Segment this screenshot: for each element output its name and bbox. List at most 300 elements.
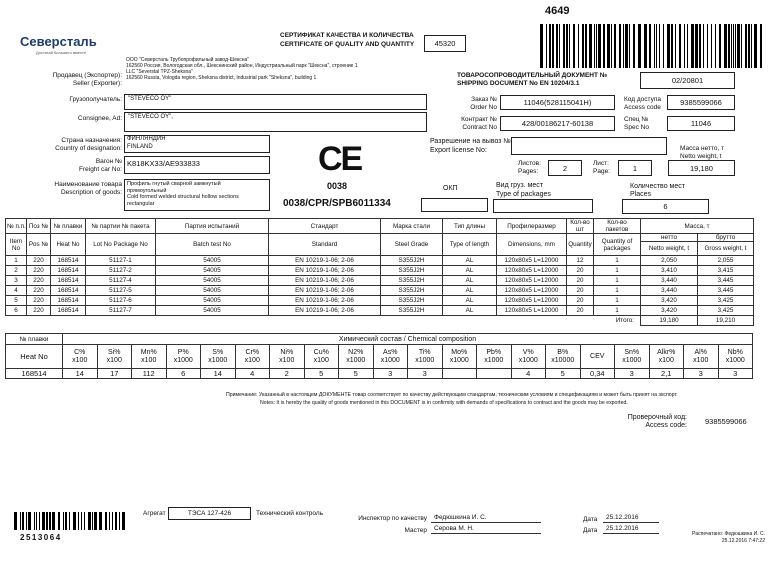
cell-length-type: AL bbox=[443, 266, 497, 276]
barcode-bar bbox=[122, 512, 125, 530]
header-length-en: Type of length bbox=[443, 234, 497, 256]
chem-multiplier: x100 bbox=[279, 356, 295, 364]
cell-heat-no: 168514 bbox=[51, 266, 86, 276]
goods-line: прямоугольный bbox=[127, 187, 167, 194]
cell-standard: EN 10219-1-06; 2-06 bbox=[269, 276, 381, 286]
export-license-label-en: Export license No: bbox=[430, 147, 487, 154]
cell-batch-no: 54005 bbox=[156, 266, 269, 276]
chem-element: Cu% bbox=[313, 348, 329, 356]
cell-gross-weight: 3,425 bbox=[698, 296, 754, 306]
chem-value: 6 bbox=[166, 369, 201, 379]
chem-multiplier: x100 bbox=[693, 356, 709, 364]
certificate-title-en: CERTIFICATE OF QUALITY AND QUANTITY bbox=[280, 41, 415, 48]
destination-label-en: Country of designation: bbox=[55, 145, 122, 152]
header-packages-ru: Кол-во пакетов bbox=[594, 219, 641, 234]
barcode-bar bbox=[656, 24, 657, 68]
chem-col-header bbox=[270, 345, 305, 369]
cell-batch-no: 54005 bbox=[156, 306, 269, 316]
places-label-en: Places bbox=[630, 191, 652, 198]
cell-steel-grade: S355J2H bbox=[381, 276, 443, 286]
barcode-bar bbox=[22, 512, 24, 530]
chem-value: 5 bbox=[304, 369, 339, 379]
barcode-bar bbox=[552, 24, 554, 68]
barcode-bar bbox=[52, 512, 55, 530]
barcode-bar bbox=[735, 24, 736, 68]
cell-net-weight: 3,440 bbox=[641, 286, 698, 296]
tech-control-label: Технический контроль bbox=[256, 510, 324, 517]
header-dimensions-en: Dimensions, mm bbox=[497, 234, 567, 256]
cell-packages: 1 bbox=[594, 266, 641, 276]
barcode-bar bbox=[737, 24, 740, 68]
chem-value: 0,34 bbox=[580, 369, 615, 379]
packages-box bbox=[493, 199, 593, 213]
consignee-value-2: "STEVECO OY", bbox=[128, 114, 173, 120]
cell-lot-no: 51127-2 bbox=[86, 266, 156, 276]
barcode-bar bbox=[728, 24, 730, 68]
chem-multiplier: x100 bbox=[658, 356, 674, 364]
certificate-number: 45320 bbox=[424, 35, 466, 52]
barcode-bar bbox=[667, 24, 670, 68]
contract-number: 428/00186217-60138 bbox=[500, 116, 615, 131]
okp-box bbox=[421, 198, 488, 212]
freight-car-label-ru: Вагон № bbox=[95, 158, 122, 165]
freight-car-box bbox=[124, 156, 270, 174]
table-row bbox=[6, 306, 754, 316]
chem-element: V% bbox=[522, 348, 534, 356]
barcode-bar bbox=[695, 24, 698, 68]
order-label-ru: Заказ № bbox=[471, 96, 497, 103]
seller-line: ООО "Северсталь Трубопрофильный завод-Шексна" bbox=[126, 57, 250, 63]
barcode-bottom bbox=[14, 512, 126, 530]
cell-length-type: AL bbox=[443, 256, 497, 266]
printed-time: 25.12.2016 7:47:22 bbox=[721, 538, 765, 544]
destination-value-en: FINLAND bbox=[127, 144, 153, 150]
goods-label-en: Description of goods: bbox=[60, 189, 122, 196]
chem-multiplier: x1000 bbox=[380, 356, 400, 364]
chem-value bbox=[442, 369, 477, 379]
header-gross-en: Gross weight, t bbox=[698, 242, 754, 256]
consignee-value-1: "STEVECO OY" bbox=[128, 96, 172, 102]
consignee-box-2 bbox=[124, 112, 427, 132]
packages-label-ru: Вид груз. мест bbox=[496, 182, 543, 189]
barcode-bar bbox=[611, 24, 613, 68]
barcode-bar bbox=[633, 24, 636, 68]
table-row bbox=[6, 276, 754, 286]
cell-batch-no: 54005 bbox=[156, 276, 269, 286]
header-lot-en: Lot No Package No bbox=[86, 234, 156, 256]
barcode-bar bbox=[84, 512, 85, 530]
barcode-bar bbox=[733, 24, 734, 68]
chem-element: Si% bbox=[108, 348, 121, 356]
export-license-box bbox=[511, 137, 667, 155]
barcode-bar bbox=[719, 24, 721, 68]
cell-gross-weight: 3,425 bbox=[698, 306, 754, 316]
chem-multiplier: x1000 bbox=[346, 356, 366, 364]
cell-steel-grade: S355J2H bbox=[381, 266, 443, 276]
order-number: 11046(528115041H) bbox=[500, 95, 615, 110]
destination-value-ru: ФИНЛЯНДИЯ bbox=[127, 136, 166, 142]
sheets-label-ru: Листов: bbox=[518, 160, 541, 167]
chem-col-header bbox=[615, 345, 650, 369]
notes-en: Notes: It is hereby the quality of goods mentioned in this DOCUMENT is in confirmity with demands of specifications to contract and the goods may be exported. bbox=[260, 400, 628, 406]
barcode-bar bbox=[563, 24, 565, 68]
barcode-bar bbox=[760, 24, 762, 68]
barcode-bar bbox=[65, 512, 67, 530]
cell-lot-no: 51127-1 bbox=[86, 256, 156, 266]
goods-line: Профиль гнутый сварной замкнутый bbox=[127, 181, 221, 187]
cell-dimensions: 120х80х5 L=12000 bbox=[497, 276, 567, 286]
access-code-label-en: Access code bbox=[624, 104, 661, 111]
destination-box bbox=[124, 135, 270, 153]
chem-multiplier: x1000 bbox=[622, 356, 642, 364]
inspector-date-underline bbox=[603, 522, 659, 523]
chem-col-header bbox=[649, 345, 684, 369]
barcode-bar bbox=[748, 24, 750, 68]
barcode-bar bbox=[589, 24, 592, 68]
cell-lot-no: 51127-7 bbox=[86, 306, 156, 316]
master-underline bbox=[431, 533, 541, 534]
barcode-bar bbox=[715, 24, 716, 68]
cell-item-no: 5 bbox=[6, 296, 27, 306]
cell-standard: EN 10219-1-06; 2-06 bbox=[269, 266, 381, 276]
logo-tagline: Достигай большего вместе bbox=[36, 50, 87, 55]
barcode-bar bbox=[36, 512, 37, 530]
chem-element: B% bbox=[557, 348, 569, 356]
barcode-bar bbox=[49, 512, 52, 530]
chem-heat-value: 168514 bbox=[6, 369, 63, 379]
chem-element: S% bbox=[212, 348, 224, 356]
logo-name: Северсталь bbox=[20, 34, 97, 49]
barcode-bar bbox=[724, 24, 727, 68]
chemical-table bbox=[5, 333, 753, 379]
master-date: 25.12.2016 bbox=[606, 525, 639, 532]
barcode-bar bbox=[684, 24, 686, 68]
cell-length-type: AL bbox=[443, 286, 497, 296]
goods-label-ru: Наименование товара bbox=[54, 181, 122, 188]
goods-box bbox=[124, 179, 270, 211]
consignee-label-ru: Грузополучатель: bbox=[69, 96, 122, 103]
barcode-bar bbox=[88, 512, 91, 530]
barcode-bar bbox=[644, 24, 647, 68]
cell-packages: 1 bbox=[594, 286, 641, 296]
header-quantity-ru: Кол-во шт bbox=[567, 219, 594, 234]
chem-multiplier: x1000 bbox=[449, 356, 469, 364]
barcode-bar bbox=[546, 24, 547, 68]
chem-multiplier: x100 bbox=[141, 356, 157, 364]
cell-batch-no: 54005 bbox=[156, 286, 269, 296]
chem-value: 14 bbox=[63, 369, 98, 379]
chem-multiplier: x1000 bbox=[208, 356, 228, 364]
total-label: Итого: bbox=[615, 317, 634, 325]
cell-pos-no: 220 bbox=[27, 266, 51, 276]
chem-value: 3 bbox=[408, 369, 443, 379]
barcode-bar bbox=[28, 512, 31, 530]
barcode-bar bbox=[731, 24, 732, 68]
items-table bbox=[5, 218, 754, 326]
barcode-top bbox=[540, 24, 765, 68]
freight-car-label-en: Freight car No: bbox=[79, 166, 122, 173]
barcode-bar bbox=[540, 24, 543, 68]
header-net-ru: нетто bbox=[641, 234, 698, 242]
chem-element: Sn% bbox=[624, 348, 640, 356]
notes-ru: Примечание: Указанный в настоящем ДОКУМЕНТЕ товар соответствует по качеству действующим стандартам, техническим условиям и спецификациям и может быть принят на экспорт. bbox=[226, 392, 678, 398]
barcode-bar bbox=[20, 512, 21, 530]
chem-value: 5 bbox=[339, 369, 374, 379]
chem-value: 14 bbox=[201, 369, 236, 379]
header-gross-ru: брутто bbox=[698, 234, 754, 242]
barcode-bar bbox=[566, 24, 568, 68]
barcode-bar bbox=[42, 512, 45, 530]
header-standard-ru: Стандарт bbox=[269, 219, 381, 234]
sheets-value: 2 bbox=[548, 160, 582, 176]
barcode-bar bbox=[603, 24, 605, 68]
barcode-bar bbox=[703, 24, 705, 68]
cell-steel-grade: S355J2H bbox=[381, 256, 443, 266]
unit-value: ТЭСА 127-426 bbox=[168, 507, 251, 520]
chem-element: CEV bbox=[590, 352, 605, 360]
chem-value: 3 bbox=[684, 369, 719, 379]
header-item-ru: № п.п. bbox=[6, 219, 27, 234]
barcode-bar bbox=[663, 24, 664, 68]
chem-element: Pb% bbox=[486, 348, 502, 356]
spec-label-ru: Спец № bbox=[624, 116, 649, 123]
chem-element: Ti% bbox=[418, 348, 431, 356]
ce-mark: CE bbox=[318, 140, 362, 178]
chem-multiplier: x100 bbox=[72, 356, 88, 364]
goods-line: Cold formed welded structural hollow sections bbox=[127, 194, 239, 200]
header-net-en: Netto weight, t bbox=[641, 242, 698, 256]
cell-net-weight: 3,420 bbox=[641, 306, 698, 316]
unit-label: Агрегат bbox=[143, 510, 166, 517]
document-number: 4649 bbox=[545, 5, 570, 17]
cell-net-weight: 3,440 bbox=[641, 276, 698, 286]
total-gross: 19,210 bbox=[698, 316, 754, 326]
barcode-bar bbox=[671, 24, 673, 68]
barcode-bar bbox=[691, 24, 694, 68]
sheets-label-en: Pages: bbox=[518, 168, 539, 175]
cell-length-type: AL bbox=[443, 306, 497, 316]
chem-col-header bbox=[442, 345, 477, 369]
ce-number: 0038 bbox=[327, 181, 348, 191]
barcode-bar bbox=[594, 24, 595, 68]
cell-standard: EN 10219-1-06; 2-06 bbox=[269, 256, 381, 266]
chem-multiplier: x100 bbox=[244, 356, 260, 364]
inspector-name: Федюшкина И. С. bbox=[434, 514, 487, 521]
destination-label-ru: Страна назначения: bbox=[61, 137, 122, 144]
access-code-label-ru: Код доступа bbox=[624, 96, 661, 103]
chem-value: 2 bbox=[270, 369, 305, 379]
cell-lot-no: 51127-4 bbox=[86, 276, 156, 286]
barcode-bar bbox=[751, 24, 753, 68]
cell-heat-no: 168514 bbox=[51, 296, 86, 306]
cell-item-no: 4 bbox=[6, 286, 27, 296]
places-label-ru: Количество мест bbox=[630, 183, 685, 190]
chem-col-header bbox=[684, 345, 719, 369]
chem-col-header bbox=[511, 345, 546, 369]
chem-col-header bbox=[477, 345, 512, 369]
barcode-bar bbox=[578, 24, 579, 68]
header-pos-en: Pos № bbox=[27, 234, 51, 256]
order-label-en: Order No bbox=[470, 104, 497, 111]
cell-pos-no: 220 bbox=[27, 296, 51, 306]
access-code-value: 9385599066 bbox=[667, 95, 735, 110]
chem-col-header bbox=[546, 345, 581, 369]
header-grade-ru: Марка стали bbox=[381, 219, 443, 234]
header-dimensions-ru: Профилеразмер bbox=[497, 219, 567, 234]
chem-col-header bbox=[97, 345, 132, 369]
barcode-bar bbox=[115, 512, 117, 530]
shipping-doc-number: 02/20801 bbox=[640, 72, 735, 89]
barcode-bar bbox=[556, 24, 558, 68]
chem-element: P% bbox=[177, 348, 189, 356]
chem-multiplier: x100 bbox=[313, 356, 329, 364]
barcode-bar bbox=[81, 512, 82, 530]
header-batch-ru: Партия испытаний bbox=[156, 219, 269, 234]
barcode-bar bbox=[549, 24, 552, 68]
barcode-bar bbox=[741, 24, 742, 68]
cell-dimensions: 120х80х5 L=12000 bbox=[497, 296, 567, 306]
header-standard-en: Standard bbox=[269, 234, 381, 256]
barcode-bar bbox=[69, 512, 70, 530]
header-grade-en: Steel Grade bbox=[381, 234, 443, 256]
cell-net-weight: 3,420 bbox=[641, 296, 698, 306]
seller-block bbox=[126, 57, 358, 81]
cell-packages: 1 bbox=[594, 306, 641, 316]
chem-heat-label-en: Heat No bbox=[6, 345, 63, 369]
cell-packages: 1 bbox=[594, 256, 641, 266]
chem-element: Cr% bbox=[245, 348, 260, 356]
master-date-underline bbox=[603, 533, 659, 534]
barcode-bar bbox=[105, 512, 108, 530]
total-net: 19,180 bbox=[641, 316, 698, 326]
seller-label-ru: Продавец (Экспортер): bbox=[52, 72, 122, 79]
barcode-bar bbox=[745, 24, 747, 68]
barcode-bar bbox=[14, 512, 17, 530]
cell-batch-no: 54005 bbox=[156, 296, 269, 306]
cell-steel-grade: S355J2H bbox=[381, 286, 443, 296]
barcode-bar bbox=[34, 512, 35, 530]
cell-item-no: 1 bbox=[6, 256, 27, 266]
check-code-value: 9385599066 bbox=[705, 417, 747, 426]
header-batch-en: Batch test No bbox=[156, 234, 269, 256]
header-heat-ru: № плавки bbox=[51, 219, 86, 234]
table-row bbox=[6, 286, 754, 296]
chem-value: 2,1 bbox=[649, 369, 684, 379]
barcode-bar bbox=[629, 24, 630, 68]
header-quantity-en: Quantity bbox=[567, 234, 594, 256]
barcode-bar bbox=[99, 512, 102, 530]
page-label-en: Page: bbox=[593, 168, 610, 175]
cell-item-no: 2 bbox=[6, 266, 27, 276]
freight-car-value: K818KX33/AE933833 bbox=[127, 159, 200, 168]
chem-value: 3 bbox=[373, 369, 408, 379]
chem-col-header bbox=[718, 345, 753, 369]
chem-col-header bbox=[235, 345, 270, 369]
inspector-date-label: Дата bbox=[583, 516, 598, 523]
okp-label: ОКП bbox=[443, 185, 458, 192]
chem-element: As% bbox=[383, 348, 398, 356]
table-row bbox=[6, 256, 754, 266]
barcode-bar bbox=[711, 24, 712, 68]
export-license-label-ru: Разрешение на вывоз № bbox=[430, 138, 511, 145]
chem-multiplier: x1000 bbox=[173, 356, 193, 364]
chem-element: N2% bbox=[348, 348, 364, 356]
barcode-bar bbox=[659, 24, 661, 68]
chem-element: Ni% bbox=[280, 348, 294, 356]
header-pos-ru: Поз № bbox=[27, 219, 51, 234]
barcode-bar bbox=[26, 512, 27, 530]
cell-gross-weight: 2,055 bbox=[698, 256, 754, 266]
header-packages-en: Quantity of packages bbox=[594, 234, 641, 256]
chem-value: 5 bbox=[546, 369, 581, 379]
chem-col-header bbox=[580, 345, 615, 369]
barcode-bar bbox=[58, 512, 60, 530]
table-row bbox=[6, 266, 754, 276]
barcode-bar bbox=[574, 24, 575, 68]
cell-packages: 1 bbox=[594, 296, 641, 306]
cell-batch-no: 54005 bbox=[156, 256, 269, 266]
seller-line: 162560 Russia, Vologda region, Sheksna district, Industrial park "Sheksna", building 1 bbox=[126, 75, 317, 81]
barcode-bar bbox=[625, 24, 628, 68]
cell-quantity: 20 bbox=[567, 296, 594, 306]
net-weight-label-en: Netto weight, t bbox=[680, 153, 722, 160]
cell-heat-no: 168514 bbox=[51, 256, 86, 266]
master-label: Мастер bbox=[404, 527, 427, 534]
chem-col-header bbox=[63, 345, 98, 369]
cell-lot-no: 51127-5 bbox=[86, 286, 156, 296]
barcode-bar bbox=[623, 24, 624, 68]
barcode-bar bbox=[112, 512, 113, 530]
barcode-bar bbox=[675, 24, 676, 68]
page-value: 1 bbox=[618, 160, 652, 176]
contract-label-en: Contract No bbox=[462, 124, 497, 131]
chem-multiplier: x1000 bbox=[484, 356, 504, 364]
header-heat-en: Heat No bbox=[51, 234, 86, 256]
chem-value bbox=[477, 369, 512, 379]
barcode-bar bbox=[598, 24, 601, 68]
cell-quantity: 20 bbox=[567, 306, 594, 316]
chem-value: 4 bbox=[511, 369, 546, 379]
chem-value: 4 bbox=[235, 369, 270, 379]
places-value: 6 bbox=[622, 199, 709, 214]
cell-standard: EN 10219-1-06; 2-06 bbox=[269, 306, 381, 316]
chem-col-header bbox=[408, 345, 443, 369]
cell-pos-no: 220 bbox=[27, 306, 51, 316]
cell-dimensions: 120х80х5 L=12000 bbox=[497, 286, 567, 296]
page-label-ru: Лист: bbox=[593, 160, 609, 167]
header-lot-ru: № партии № пакета bbox=[86, 219, 156, 234]
chem-heat-label-ru: № плавки bbox=[6, 334, 63, 345]
barcode-bar bbox=[699, 24, 701, 68]
chem-element: Mo% bbox=[451, 348, 468, 356]
cell-length-type: AL bbox=[443, 276, 497, 286]
cell-gross-weight: 3,445 bbox=[698, 286, 754, 296]
chem-col-header bbox=[132, 345, 167, 369]
chem-element: Nb% bbox=[727, 348, 743, 356]
barcode-bar bbox=[559, 24, 560, 68]
chem-value: 3 bbox=[718, 369, 753, 379]
net-weight-label-ru: Масса нетто, т bbox=[680, 145, 725, 152]
chem-col-header bbox=[166, 345, 201, 369]
chem-col-header bbox=[304, 345, 339, 369]
chem-element: Alkr% bbox=[657, 348, 676, 356]
cell-lot-no: 51127-6 bbox=[86, 296, 156, 306]
header-mass: Масса, т bbox=[641, 219, 754, 234]
barcode-bar bbox=[94, 512, 97, 530]
cell-dimensions: 120х80х5 L=12000 bbox=[497, 256, 567, 266]
consignee-box-1 bbox=[124, 94, 427, 110]
spec-number: 11046 bbox=[667, 116, 735, 131]
